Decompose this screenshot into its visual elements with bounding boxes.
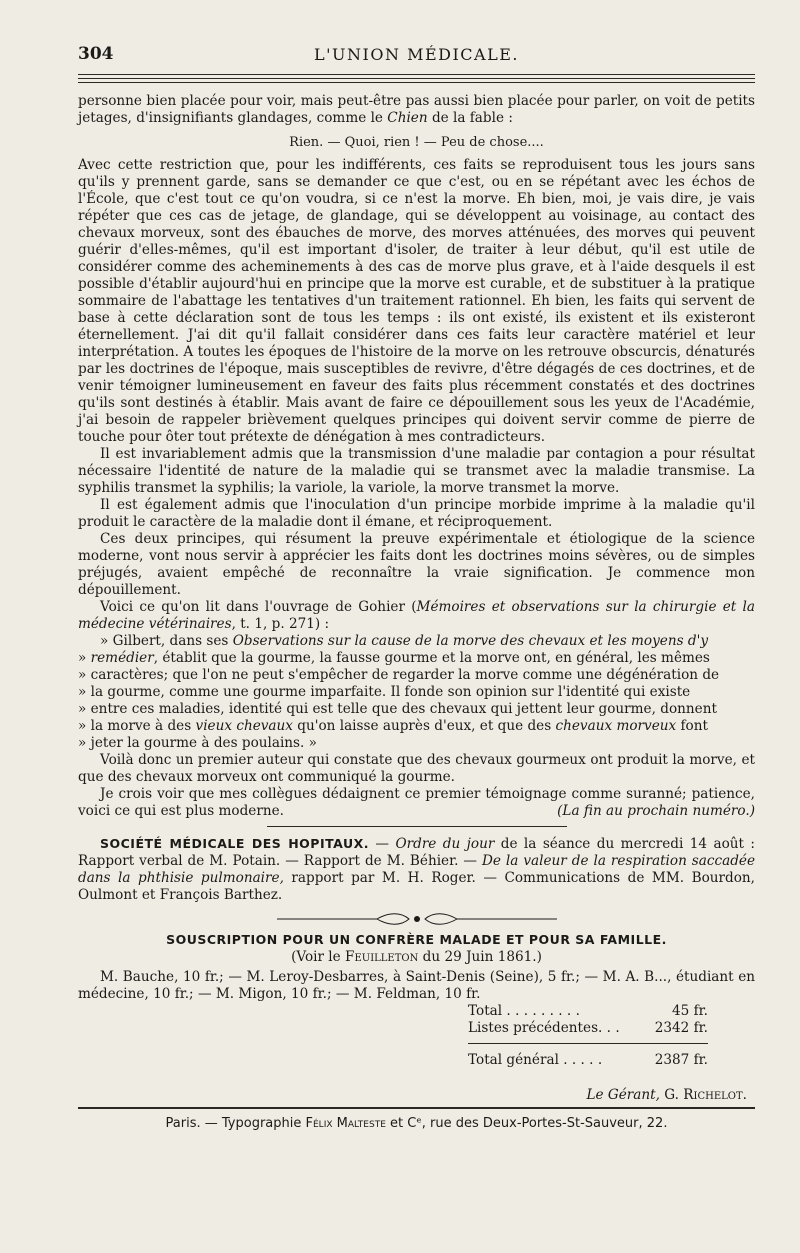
donor-list: M. Bauche, 10 fr.; — M. Leroy-Desbarres, à Saint-Denis (Seine), 5 fr.; — M. A. B..., étudiant en médecine, 10 fr.; — M. Migon, 10 fr.; — M. Feldman, 10 fr. [78,969,755,1002]
subscription-totals [468,1003,708,1069]
running-head [78,40,755,75]
page-number: 304 [78,44,114,64]
fable-quote: Rien. — Quoi, rien ! — Peu de chose.... [289,135,544,150]
continued-note: (La fin au prochain numéro.) [557,803,755,819]
printer-imprint: Paris. — Typographie Félix Malteste et Cᵉ, rue des Deux-Portes-St-Sauveur, 22. [165,1116,668,1131]
ornament-divider-icon [277,912,557,926]
quote-line-5: » entre ces maladies, identité qui est telle que des chevaux qui jettent leur gourme, donnent [78,701,717,717]
society-notice: SOCIÉTÉ MÉDICALE DES HOPITAUX. — Ordre du jour de la séance du mercredi 14 août : Rapport verbal de M. Potain. — Rapport de M. Béhier. — De la valeur de la respiration saccadée dans la phthisie pulmonaire, rapport par M. H. Roger. — Communications de MM. Bourdon, Oulmont et François Barthez. [78,836,756,903]
paragraph-7: Voilà donc un premier auteur qui constate que des chevaux gourmeux ont produit la morve, et que des chevaux morveux ont communiqué la gourme. [78,752,755,785]
paragraph-4: Il est également admis que l'inoculation d'un principe morbide imprime à la maladie qu'il produit le caractère de la maladie dont il émane, et réciproquement. [78,497,755,530]
grand-total-row: Total général . . . . . 2387 fr. [468,1043,708,1069]
quote-line-7: » jeter la gourme à des poulains. » [78,735,317,751]
article-body [78,93,755,820]
quote-line-1: » Gilbert, dans ses Observations sur la cause de la morve des chevaux et les moyens d'y [100,633,708,649]
paragraph-5: Ces deux principes, qui résument la preuve expérimentale et étiologique de la science moderne, vont nous servir à apprécier les faits dont les doctrines moins sévères, ou de simples préjugés, avaient empêché de reconnaître la vraie signification. Je commence mon dépouillement. [78,531,755,598]
subscription-subtitle: (Voir le Feuilleton du 29 Juin 1861.) [291,949,542,965]
subscription-title: SOUSCRIPTION POUR UN CONFRÈRE MALADE ET POUR SA FAMILLE. [166,932,667,947]
total-row: Total . . . . . . . . . 45 fr. [468,1003,708,1019]
chien-italic: Chien [387,110,428,126]
quote-line-4: » la gourme, comme une gourme imparfaite. Il fonde son opinion sur l'identité qui existe [78,684,691,700]
society-heading: SOCIÉTÉ MÉDICALE DES HOPITAUX. [100,836,369,851]
quote-line-6: » la morve à des vieux chevaux qu'on laisse auprès d'eux, et que des chevaux morveux font [78,718,708,734]
signature: Le Gérant, G. Richelot. [586,1087,747,1103]
header-rule [78,78,755,83]
paragraph-8: Je crois voir que mes collègues dédaignent ce premier témoignage comme suranné; patience, voici ce qui est plus moderne. (La fin au prochain numéro.) [78,786,755,819]
paragraph-1: personne bien placée pour voir, mais peut-être pas aussi bien placée pour parler, on voit de petits jetages, d'insignifiants glandages, comme le Chien de la fable : [78,93,755,126]
quote-line-3: » caractères; que l'on ne peut s'empêcher de regarder la morve comme une dégénération de [78,667,720,683]
paragraph-6: Voici ce qu'on lit dans l'ouvrage de Gohier (Mémoires et observations sur la chirurgie et la médecine vétérinaires, t. 1, p. 271) : [78,599,755,632]
previous-lists-row: Listes précédentes. . . 2342 fr. [468,1020,708,1036]
section-rule [267,826,567,827]
paragraph-2: Avec cette restriction que, pour les indifférents, ces faits se reproduisent tous les jours sans qu'ils y prennent garde, sans se demander ce que c'est, ou en se répétant avec les échos de l'École, que c'est tout ce qu'on voudra, si ce n'est la morve. Eh bien, moi, je vais dire, je vais répéter que ces cas de jetage, de glandage, qui se développent au voisinage, au contact des chevaux morveux, sont des ébauches de morve, des morves atténuées, des morves qui peuvent guérir d'elles-mêmes, qu'il est important d'isoler, de traiter à leur début, qu'il est utile de considérer comme des acheminements à des cas de morve plus grave, et à l'aide desquels il est possible d'établir aujourd'hui en principe que la morve est curable, et de substituer à la pratique sommaire de l'abattage les tentatives d'un traitement rationnel. Eh bien, les faits qui servent de base à cette déclaration sont de tous les temps : ils ont existé, ils existent et ils existeront éternellement. J'ai dit qu'il fallait considérer dans ces faits leur caractère matériel et leur interprétation. A toutes les époques de l'histoire de la morve on les retrouve obscurcis, dénaturés par les doctrines de l'époque, mais susceptibles de revivre, d'être dégagés de ces doctrines, et de venir témoigner lumineusement en faveur des faits plus récemment constatés et des doctrines qu'ils sont destinés à établir. Mais avant de faire ce dépouillement sous les yeux de l'Académie, j'ai besoin de rappeler brièvement quelques principes qui doivent servir comme de pierre de touche pour ôter tout prétexte de dénégation à mes contradicteurs. [78,157,755,445]
journal-title: L'UNION MÉDICALE. [314,45,519,64]
paragraph-3: Il est invariablement admis que la transmission d'une maladie par contagion a pour résultat nécessaire l'identité de nature de la maladie qui se transmet avec la maladie transmise. La syphilis transmet la syphilis; la variole, la variole, la morve transmet la morve. [78,446,755,496]
quote-line-2: » remédier, établit que la gourme, la fausse gourme et la morve ont, en général, les mêmes [78,650,710,666]
footer-rule [78,1107,755,1109]
